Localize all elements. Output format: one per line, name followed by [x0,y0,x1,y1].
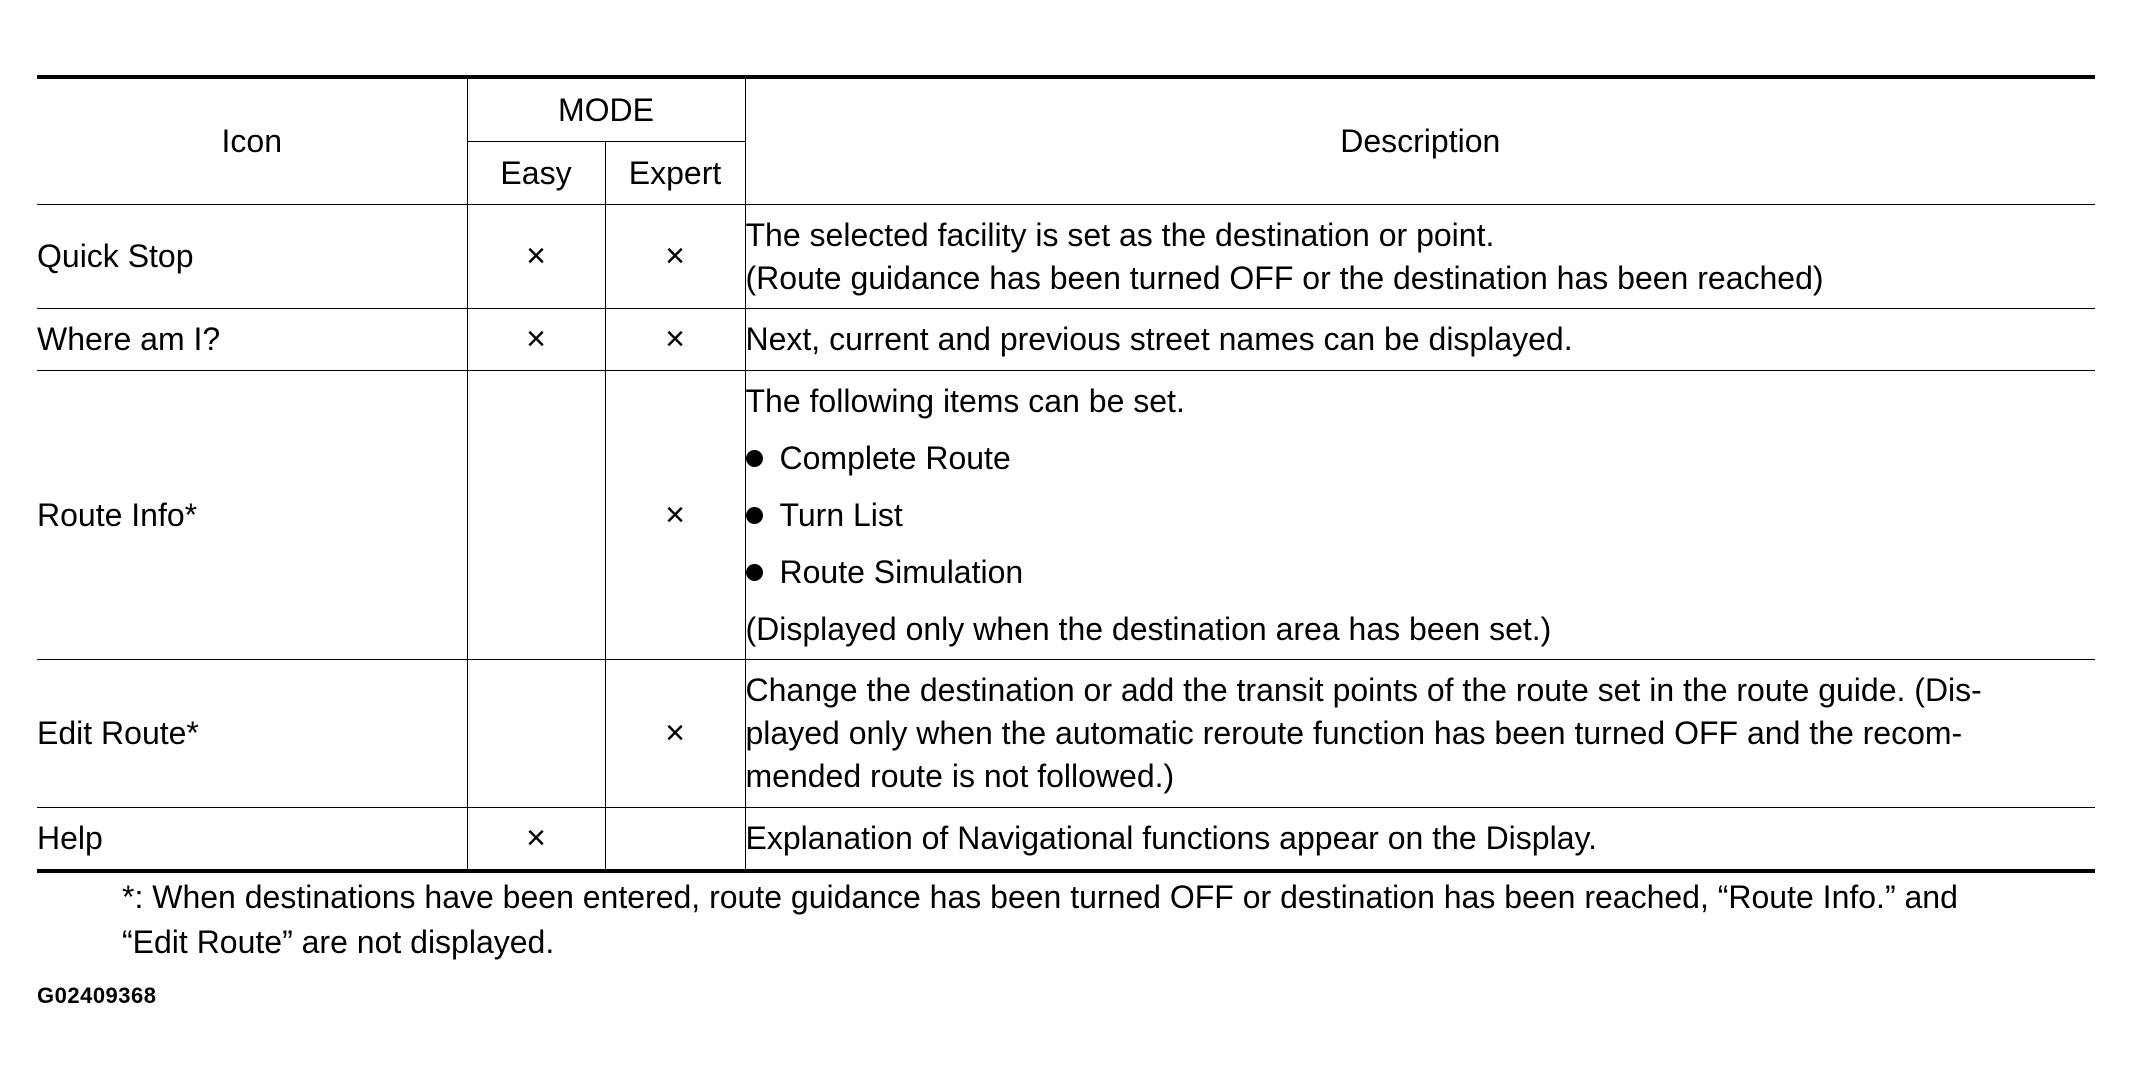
bullet-item [746,437,2096,480]
row-icon-name: Where am I? [37,309,467,371]
description-line: (Route guidance has been turned OFF or the destination has been reached) [745,259,1824,296]
figure-code: G02409368 [37,983,157,1008]
table-row [37,371,2095,660]
header-description: Description [745,77,2095,205]
navigation-function-table [37,75,2095,873]
row-icon-name: Quick Stop [37,205,467,309]
header-icon: Icon [37,77,467,205]
footnote [122,875,2097,965]
function-table-container [37,75,2095,873]
row-icon-name: Route Info* [37,371,467,660]
easy-mark [467,660,605,808]
header-row-top [37,77,2095,142]
bullet-text: Turn List [779,496,903,533]
header-mode: MODE [467,77,745,142]
table-row [37,660,2095,808]
description-line: Next, current and previous street names can be displayed. [745,321,1573,357]
description-line: Explanation of Navigational functions appear on the Display. [745,820,1597,856]
description-line: Change the destination or add the transit points of the route set in the route guide. (Dis- [745,672,1982,708]
expert-mark [605,808,745,872]
table-row [37,205,2095,309]
bullet-dot-icon [746,564,763,581]
table-row [37,808,2095,872]
description-outro: (Displayed only when the destination area has been set.) [745,610,1552,647]
bullet-item [746,494,2096,537]
expert-mark: × [605,660,745,808]
row-icon-name: Help [37,808,467,872]
expert-mark: × [605,205,745,309]
row-description [745,660,2095,808]
row-description [745,205,2095,309]
footnote-line: “Edit Route” are not displayed. [122,924,555,960]
header-expert: Expert [605,142,745,205]
bullet-text: Complete Route [779,439,1011,476]
footnote-line: *: When destinations have been entered, route guidance has been turned OFF or destination has been reached, “Route Info.” and [122,879,1958,915]
bullet-dot-icon [746,507,763,524]
expert-mark: × [605,309,745,371]
row-description [745,371,2095,660]
expert-mark: × [605,371,745,660]
header-easy: Easy [467,142,605,205]
bullet-item [746,551,2096,594]
row-icon-name: Edit Route* [37,660,467,808]
easy-mark [467,371,605,660]
bullet-dot-icon [746,450,763,467]
table-row [37,309,2095,371]
description-line: played only when the automatic reroute function has been turned OFF and the recom- [745,715,1963,751]
easy-mark: × [467,309,605,371]
description-line: mended route is not followed.) [745,758,1175,794]
row-description [745,309,2095,371]
row-description [745,808,2095,872]
bullet-text: Route Simulation [779,553,1024,590]
description-line: The selected facility is set as the destination or point. [745,216,1495,253]
easy-mark: × [467,808,605,872]
description-intro: The following items can be set. [745,382,1185,419]
easy-mark: × [467,205,605,309]
